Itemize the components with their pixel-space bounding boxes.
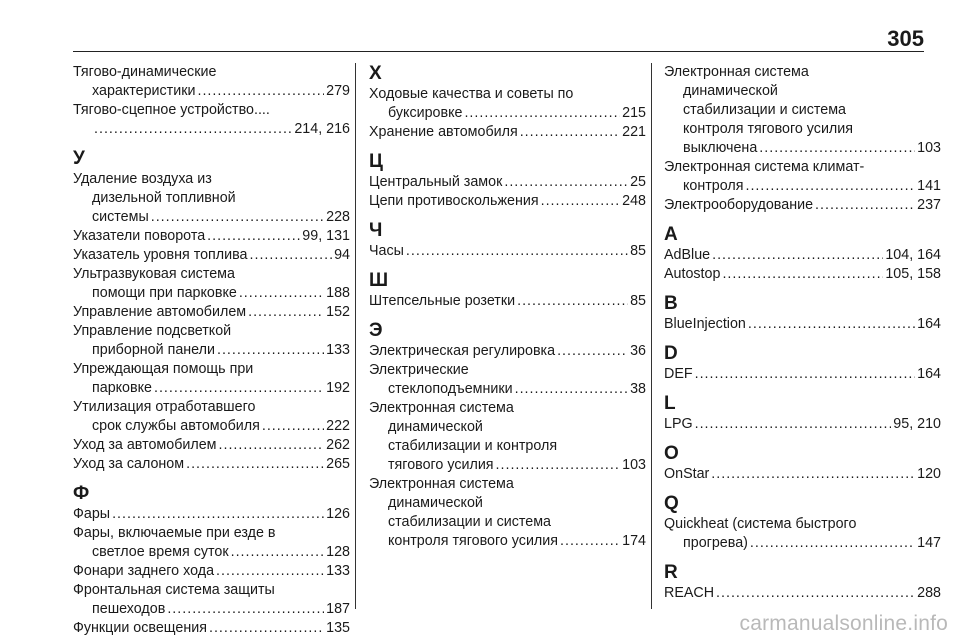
column-divider-1	[355, 63, 356, 609]
index-entry	[73, 562, 350, 581]
page-reference: 103	[917, 140, 941, 156]
watermark: carmanualsonline.info	[739, 612, 948, 635]
entry-row	[73, 619, 350, 638]
entry-label: OnStar	[664, 466, 710, 482]
entry-row	[369, 123, 646, 142]
entry-row	[73, 562, 350, 581]
index-entry	[73, 246, 350, 265]
page-reference: 192	[326, 380, 350, 396]
dot-leader	[406, 242, 628, 261]
index-entry	[73, 619, 350, 638]
entry-line: дизельной топливной	[92, 190, 236, 206]
dot-leader	[711, 465, 915, 484]
index-entry	[73, 303, 350, 322]
entry-label: приборной панели	[92, 342, 215, 358]
dot-leader	[695, 365, 916, 384]
entry-row	[664, 196, 941, 215]
dot-leader	[520, 123, 620, 142]
index-entry	[369, 85, 646, 123]
dot-leader	[745, 177, 915, 196]
entry-label: Управление автомобилем	[73, 304, 247, 320]
index-entry	[664, 584, 941, 603]
entry-row	[73, 455, 350, 474]
index-entry	[664, 515, 941, 553]
dot-leader	[231, 543, 325, 562]
entry-label: светлое время суток	[92, 544, 229, 560]
entry-row	[73, 120, 350, 139]
index-entry	[664, 315, 941, 334]
entry-label: парковке	[92, 380, 152, 396]
page-reference: 126	[326, 506, 350, 522]
entry-line: Удаление воздуха из	[73, 171, 212, 187]
page-reference: 85	[630, 293, 646, 309]
page-reference: 120	[917, 466, 941, 482]
entry-row	[664, 139, 941, 158]
dot-leader	[748, 315, 915, 334]
entry-line: Тягово-сцепное устройство....	[73, 102, 270, 118]
entry-row	[73, 284, 350, 303]
index-column-3	[664, 63, 941, 603]
index-entry	[73, 455, 350, 474]
index-entry	[664, 415, 941, 434]
page-reference: 262	[326, 437, 350, 453]
entry-row	[369, 456, 646, 475]
entry-label: Фонари заднего хода	[73, 563, 215, 579]
page-reference: 94	[334, 247, 350, 263]
section-letter: Ш	[369, 270, 389, 291]
dot-leader	[207, 227, 300, 246]
entry-row	[73, 600, 350, 619]
entry-label: прогрева)	[683, 535, 748, 551]
section-letter: У	[73, 148, 85, 169]
index-column-1	[73, 63, 350, 638]
entry-label: Autostop	[664, 266, 721, 282]
entry-label: помощи при парковке	[92, 285, 237, 301]
entry-line: Quickheat (система быстрого	[664, 516, 857, 532]
dot-leader	[496, 456, 621, 475]
header-rule	[73, 51, 924, 52]
entry-row	[664, 265, 941, 284]
entry-row	[73, 543, 350, 562]
entry-row	[664, 465, 941, 484]
dot-leader	[815, 196, 915, 215]
index-entry	[369, 192, 646, 211]
entry-label: REACH	[664, 585, 715, 601]
index-entry	[664, 265, 941, 284]
entry-line: стабилизации и контроля	[388, 438, 558, 454]
section-letter: R	[664, 562, 678, 583]
entry-label: Фары	[73, 506, 111, 522]
entry-line: Упреждающая помощь при	[73, 361, 254, 377]
entry-row	[73, 436, 350, 455]
dot-leader	[262, 417, 324, 436]
entry-line: динамической	[388, 419, 483, 435]
page-reference: 288	[917, 585, 941, 601]
section-letter: Ч	[369, 220, 383, 241]
index-entry	[369, 292, 646, 311]
page-reference: 248	[622, 193, 646, 209]
dot-leader	[197, 82, 324, 101]
entry-line: стабилизации и система	[683, 102, 846, 118]
entry-line: динамической	[388, 495, 483, 511]
dot-leader	[94, 120, 292, 139]
dot-leader	[750, 534, 915, 553]
section-letter: Ц	[369, 151, 383, 172]
entry-label: Уход за автомобилем	[73, 437, 217, 453]
entry-row	[369, 292, 646, 311]
entry-label: Электрическая регулировка	[369, 343, 556, 359]
index-entry	[73, 265, 350, 303]
index-entry	[664, 465, 941, 484]
index-entry	[73, 505, 350, 524]
entry-line: Фронтальная система защиты	[73, 582, 275, 598]
entry-line: Электронная система климат-	[664, 159, 865, 175]
entry-line: Фары, включаемые при езде в	[73, 525, 276, 541]
index-entry	[664, 196, 941, 215]
entry-row	[664, 534, 941, 553]
dot-leader	[154, 379, 324, 398]
dot-leader	[239, 284, 324, 303]
entry-row	[73, 505, 350, 524]
section-letter: D	[664, 343, 678, 364]
page-reference: 221	[622, 124, 646, 140]
index-entry	[664, 158, 941, 196]
dot-leader	[695, 415, 892, 434]
entry-line: Утилизация отработавшего	[73, 399, 256, 415]
section-letter: L	[664, 393, 676, 414]
page-reference: 164	[917, 366, 941, 382]
entry-line: Электронная система	[369, 476, 514, 492]
entry-line: стабилизации и система	[388, 514, 551, 530]
page-reference: 38	[630, 381, 646, 397]
index-entry	[73, 170, 350, 227]
entry-label: LPG	[664, 416, 693, 432]
dot-leader	[504, 173, 628, 192]
section-letter: O	[664, 443, 679, 464]
entry-line: Электронная система	[369, 400, 514, 416]
entry-label: характеристики	[92, 83, 196, 99]
entry-label: системы	[92, 209, 149, 225]
entry-row	[664, 246, 941, 265]
page-reference: 222	[326, 418, 350, 434]
index-entry	[73, 581, 350, 619]
page-number: 305	[887, 26, 924, 51]
index-entry	[664, 63, 941, 158]
dot-leader	[712, 246, 883, 265]
dot-leader	[112, 505, 324, 524]
index-entry	[73, 436, 350, 455]
section-letter: Х	[369, 63, 382, 84]
page-reference: 228	[326, 209, 350, 225]
dot-leader	[186, 455, 324, 474]
page-reference: 36	[630, 343, 646, 359]
entry-row	[369, 342, 646, 361]
dot-leader	[217, 341, 324, 360]
dot-leader	[209, 619, 324, 638]
index-entry	[73, 524, 350, 562]
entry-label: AdBlue	[664, 247, 711, 263]
index-entry	[664, 365, 941, 384]
page-reference: 133	[326, 342, 350, 358]
entry-line: Ультразвуковая система	[73, 266, 235, 282]
page-reference: 105, 158	[885, 266, 941, 282]
entry-row	[369, 192, 646, 211]
page-reference: 128	[326, 544, 350, 560]
dot-leader	[722, 265, 883, 284]
entry-label: Хранение автомобиля	[369, 124, 518, 140]
page-reference: 214, 216	[294, 121, 350, 137]
page-reference: 174	[622, 533, 646, 549]
page-reference: 147	[917, 535, 941, 551]
entry-label: Указатель уровня топлива	[73, 247, 248, 263]
entry-label: Часы	[369, 243, 404, 259]
entry-row	[73, 303, 350, 322]
entry-row	[73, 227, 350, 246]
section-letter: Э	[369, 320, 383, 341]
page-reference: 103	[622, 457, 646, 473]
entry-row	[369, 532, 646, 551]
dot-leader	[515, 380, 628, 399]
dot-leader	[716, 584, 915, 603]
index-entry	[73, 227, 350, 246]
entry-label: выключена	[683, 140, 758, 156]
entry-row	[73, 417, 350, 436]
index-entry	[369, 475, 646, 551]
entry-label: Штепсельные розетки	[369, 293, 516, 309]
dot-leader	[464, 104, 620, 123]
page-reference: 187	[326, 601, 350, 617]
page-reference: 141	[917, 178, 941, 194]
index-entry	[369, 342, 646, 361]
section-letter: B	[664, 293, 678, 314]
dot-leader	[248, 303, 324, 322]
page-reference: 85	[630, 243, 646, 259]
index-entry	[369, 242, 646, 261]
entry-row	[73, 341, 350, 360]
entry-row	[73, 246, 350, 265]
entry-row	[664, 584, 941, 603]
entry-row	[73, 379, 350, 398]
page-reference: 99, 131	[302, 228, 350, 244]
entry-label: стеклоподъемники	[388, 381, 513, 397]
dot-leader	[541, 192, 621, 211]
section-letter: Ф	[73, 483, 90, 504]
entry-line: Ходовые качества и советы по	[369, 86, 574, 102]
entry-label: контроля	[683, 178, 744, 194]
page-reference: 164	[917, 316, 941, 332]
entry-label: пешеходов	[92, 601, 166, 617]
entry-line: динамической	[683, 83, 778, 99]
dot-leader	[250, 246, 333, 265]
entry-line: Электронная система	[664, 64, 809, 80]
entry-label: срок службы автомобиля	[92, 418, 260, 434]
page-reference: 215	[622, 105, 646, 121]
page-reference: 237	[917, 197, 941, 213]
page-reference: 25	[630, 174, 646, 190]
dot-leader	[560, 532, 620, 551]
entry-row	[73, 82, 350, 101]
dot-leader	[557, 342, 628, 361]
entry-row	[664, 177, 941, 196]
index-entry	[369, 399, 646, 475]
page-reference: 135	[326, 620, 350, 636]
page-reference: 279	[326, 83, 350, 99]
dot-leader	[759, 139, 915, 158]
entry-row	[369, 173, 646, 192]
entry-row	[664, 365, 941, 384]
entry-label: Уход за салоном	[73, 456, 185, 472]
dot-leader	[517, 292, 628, 311]
entry-row	[369, 380, 646, 399]
column-divider-2	[651, 63, 652, 609]
dot-leader	[219, 436, 325, 455]
section-letter: Q	[664, 493, 679, 514]
page-reference: 265	[326, 456, 350, 472]
index-entry	[664, 246, 941, 265]
entry-line: Электрические	[369, 362, 469, 378]
section-letter: A	[664, 224, 678, 245]
entry-label: Указатели поворота	[73, 228, 206, 244]
page-reference: 104, 164	[885, 247, 941, 263]
entry-label: Цепи противоскольжения	[369, 193, 539, 209]
entry-line: контроля тягового усилия	[683, 121, 853, 137]
dot-leader	[216, 562, 324, 581]
index-entry	[73, 398, 350, 436]
index-entry	[369, 123, 646, 142]
entry-row	[369, 242, 646, 261]
entry-label: тягового усилия	[388, 457, 494, 473]
entry-label: буксировке	[388, 105, 463, 121]
index-entry	[369, 173, 646, 192]
entry-row	[369, 104, 646, 123]
dot-leader	[167, 600, 324, 619]
page-reference: 133	[326, 563, 350, 579]
index-column-2	[369, 63, 646, 551]
page-reference: 152	[326, 304, 350, 320]
entry-label: Центральный замок	[369, 174, 503, 190]
entry-line: Тягово-динамические	[73, 64, 217, 80]
entry-label: Функции освещения	[73, 620, 207, 636]
entry-line: Управление подсветкой	[73, 323, 232, 339]
dot-leader	[151, 208, 324, 227]
entry-row	[664, 315, 941, 334]
index-entry	[369, 361, 646, 399]
entry-label: Электрооборудование	[664, 197, 814, 213]
page-reference: 95, 210	[893, 416, 941, 432]
index-entry	[73, 63, 350, 101]
index-entry	[73, 360, 350, 398]
index-entry	[73, 101, 350, 139]
entry-label: BlueInjection	[664, 316, 746, 332]
index-entry	[73, 322, 350, 360]
entry-label: контроля тягового усилия	[388, 533, 558, 549]
page-reference: 188	[326, 285, 350, 301]
entry-label: DEF	[664, 366, 693, 382]
entry-row	[664, 415, 941, 434]
entry-row	[73, 208, 350, 227]
